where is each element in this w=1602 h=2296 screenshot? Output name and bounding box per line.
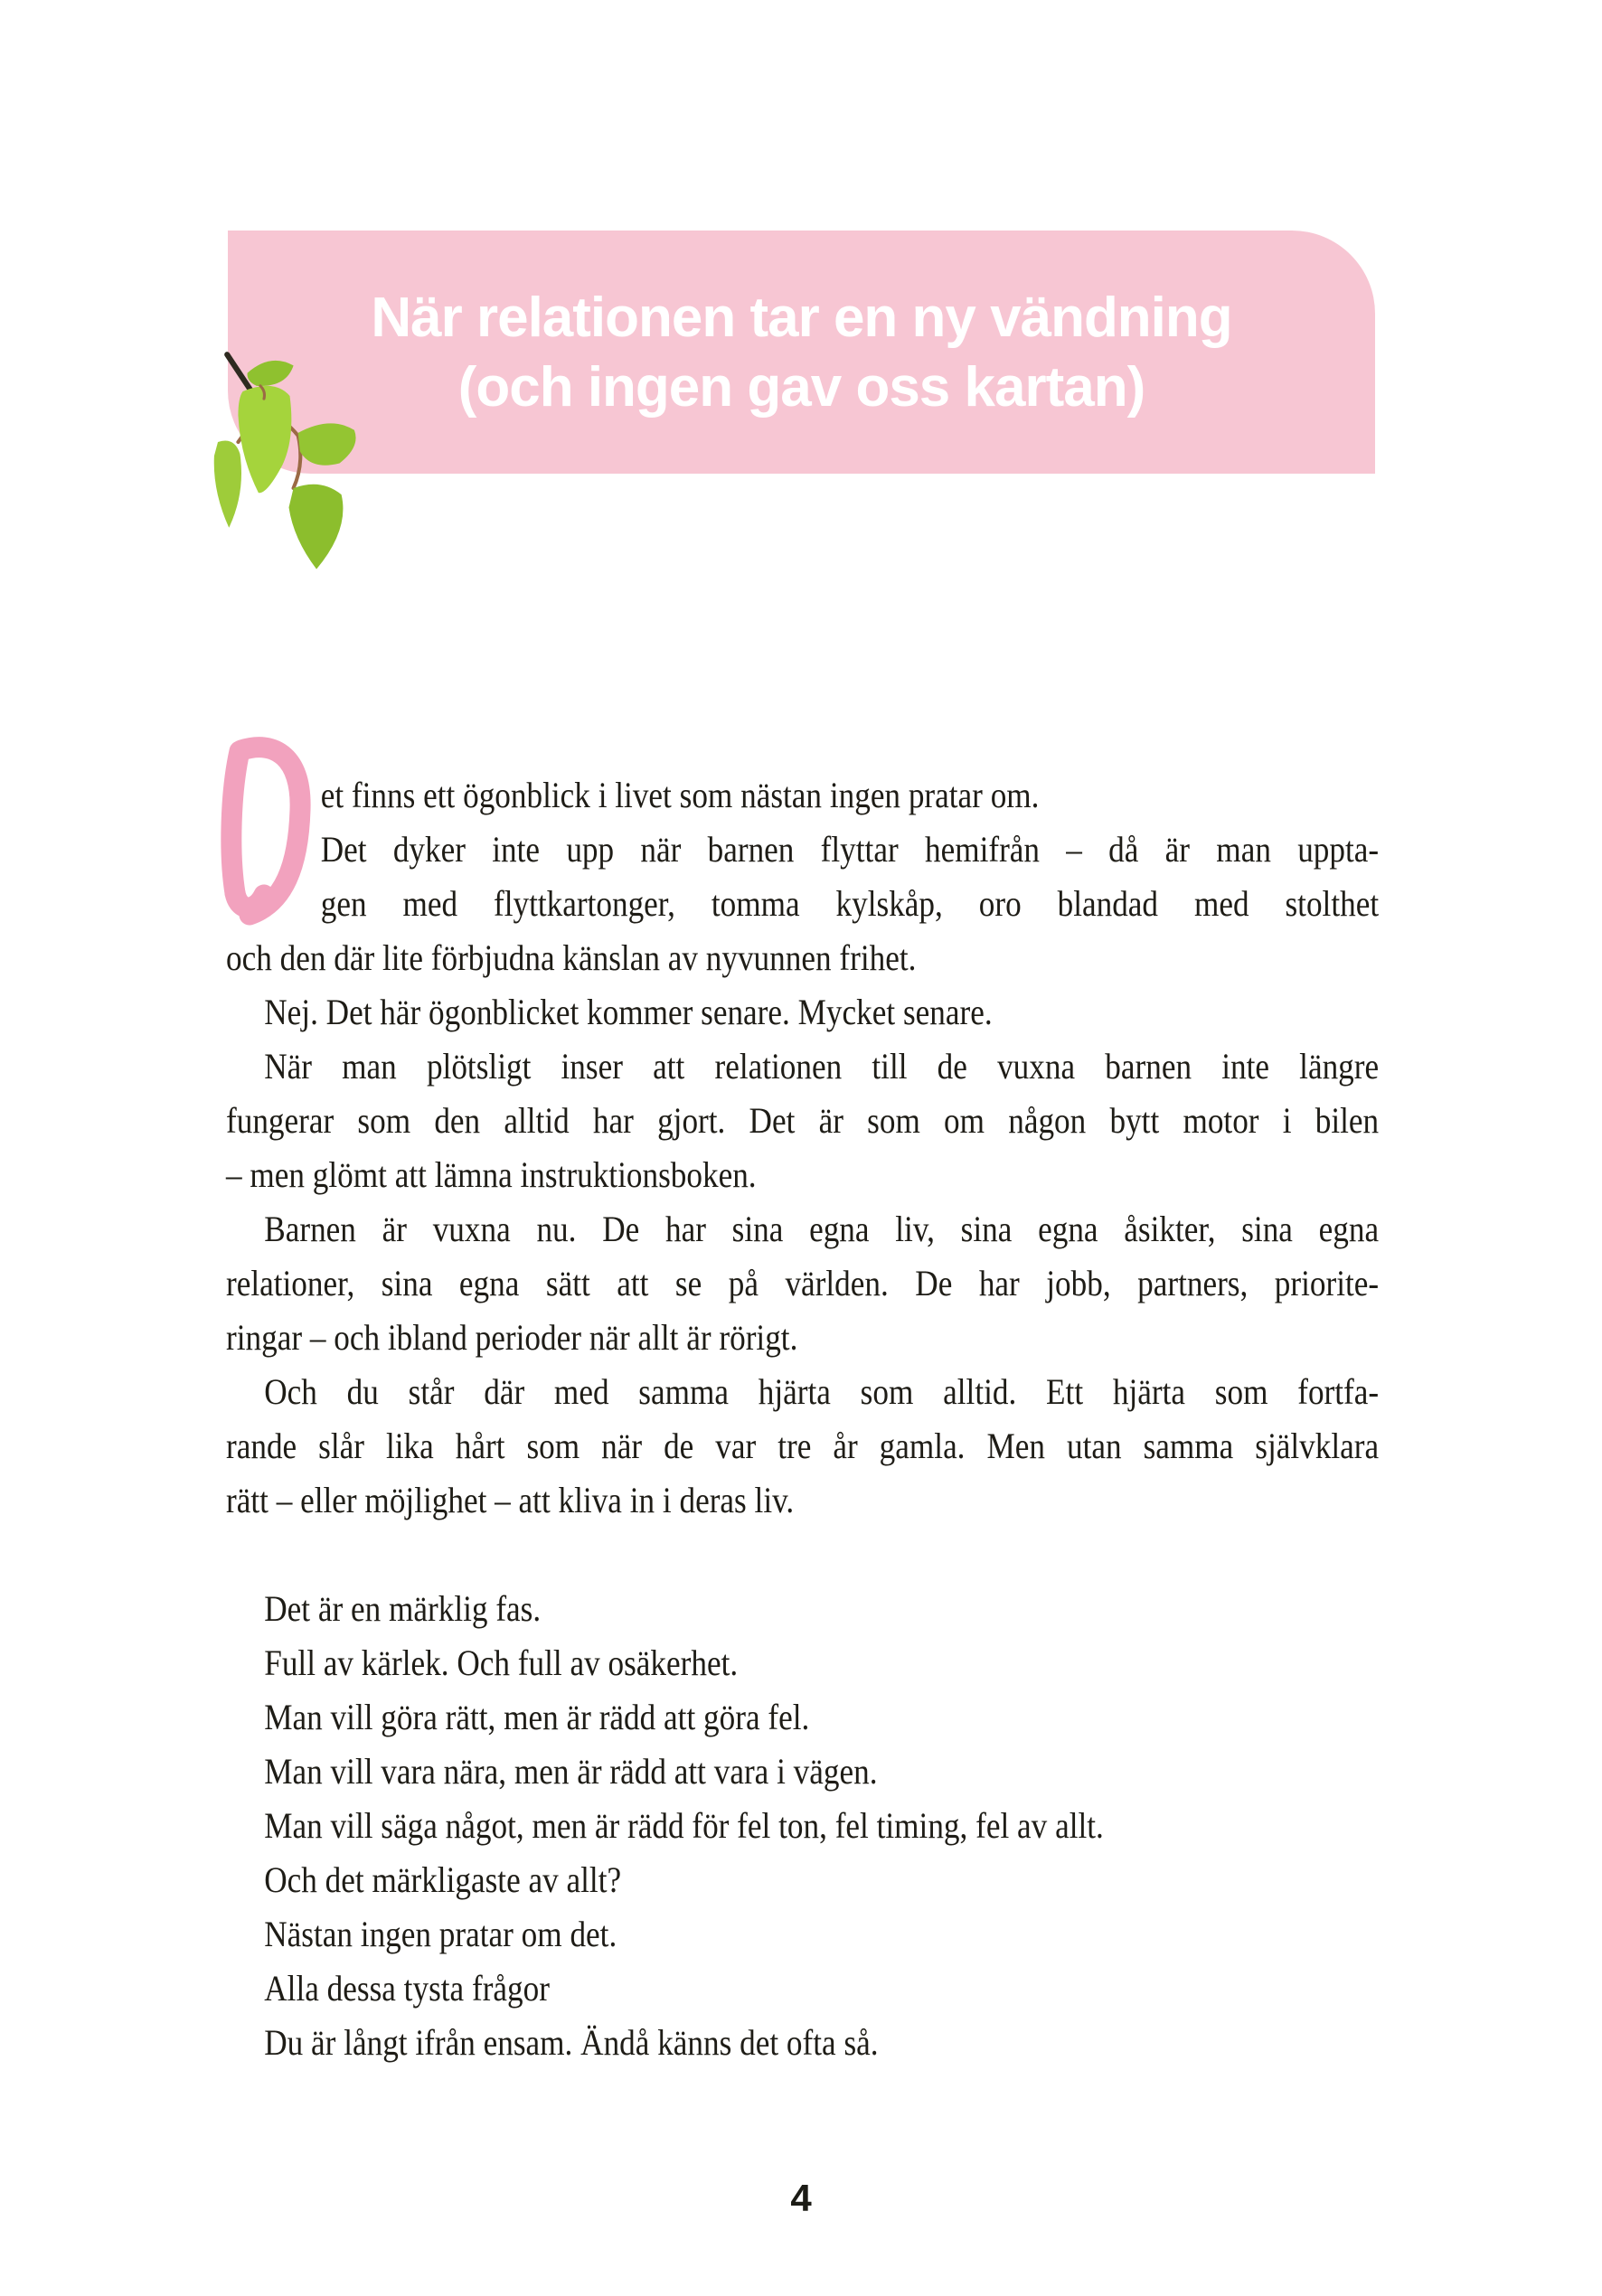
text-line: rande slår lika hårt som när de var tre år gamla. Men utan samma självklara: [226, 1426, 1380, 1466]
blank-line: [226, 1528, 1379, 1582]
text-line: Man vill göra rätt, men är rädd att göra fel.: [264, 1697, 810, 1737]
page-number: 4: [790, 2177, 812, 2219]
text-line: Det är en märklig fas.: [264, 1588, 542, 1629]
chapter-title-line1: När relationen tar en ny vändning: [371, 286, 1232, 349]
dropcap-spacer: [226, 768, 321, 931]
text-line: relationer, sina egna sätt att se på världen. De har jobb, partners, priorite-: [226, 1263, 1380, 1303]
text-line: – men glömt att lämna instruktionsboken.: [226, 1154, 757, 1195]
text-line: Alla dessa tysta frågor: [264, 1968, 550, 2009]
chapter-title-line2: (och ingen gav oss kartan): [457, 355, 1145, 419]
paragraph: [226, 1040, 1379, 1202]
paragraph-opening: [226, 768, 1379, 985]
text-line: Nej. Det här ögonblicket kommer senare. Mycket senare.: [264, 992, 993, 1032]
text-line: rätt – eller möjlighet – att kliva in i deras liv.: [226, 1480, 795, 1520]
text-line: gen med flyttkartonger, tomma kylskåp, oro blandad med stolthet: [320, 883, 1380, 924]
text-line: Full av kärlek. Och full av osäkerhet.: [264, 1642, 739, 1683]
birch-leaves-illustration-icon: [201, 345, 377, 585]
text-line: Man vill säga något, men är rädd för fel ton, fel timing, fel av allt.: [264, 1805, 1104, 1846]
text-line: fungerar som den alltid har gjort. Det är som om någon bytt motor i bilen: [226, 1100, 1380, 1141]
text-line: När man plötsligt inser att relationen till de vuxna barnen inte längre: [264, 1046, 1380, 1087]
text-line: Man vill vara nära, men är rädd att vara i vägen.: [264, 1751, 878, 1792]
paragraph: [226, 985, 1379, 1040]
stanza: [226, 1582, 1379, 2070]
text-line: Och det märkligaste av allt?: [264, 1859, 622, 1900]
text-line: ringar – och ibland perioder när allt är rörigt.: [226, 1317, 798, 1358]
text-line: Du är långt ifrån ensam. Ändå känns det ofta så.: [264, 2022, 879, 2063]
paragraph: [226, 1365, 1379, 1528]
text-line: et finns ett ögonblick i livet som nästan ingen pratar om.: [320, 775, 1040, 815]
paragraph: [226, 1202, 1379, 1365]
chapter-body: [226, 768, 1379, 2070]
text-line: och den där lite förbjudna känslan av nyvunnen frihet.: [226, 937, 917, 978]
text-line: Nästan ingen pratar om det.: [264, 1914, 617, 1954]
text-line: Och du står där med samma hjärta som alltid. Ett hjärta som fortfa-: [264, 1371, 1380, 1412]
chapter-title-banner: [228, 231, 1375, 474]
text-line: Det dyker inte upp när barnen flyttar hemifrån – då är man uppta-: [320, 829, 1380, 870]
text-line: Barnen är vuxna nu. De har sina egna liv, sina egna åsikter, sina egna: [264, 1209, 1380, 1249]
